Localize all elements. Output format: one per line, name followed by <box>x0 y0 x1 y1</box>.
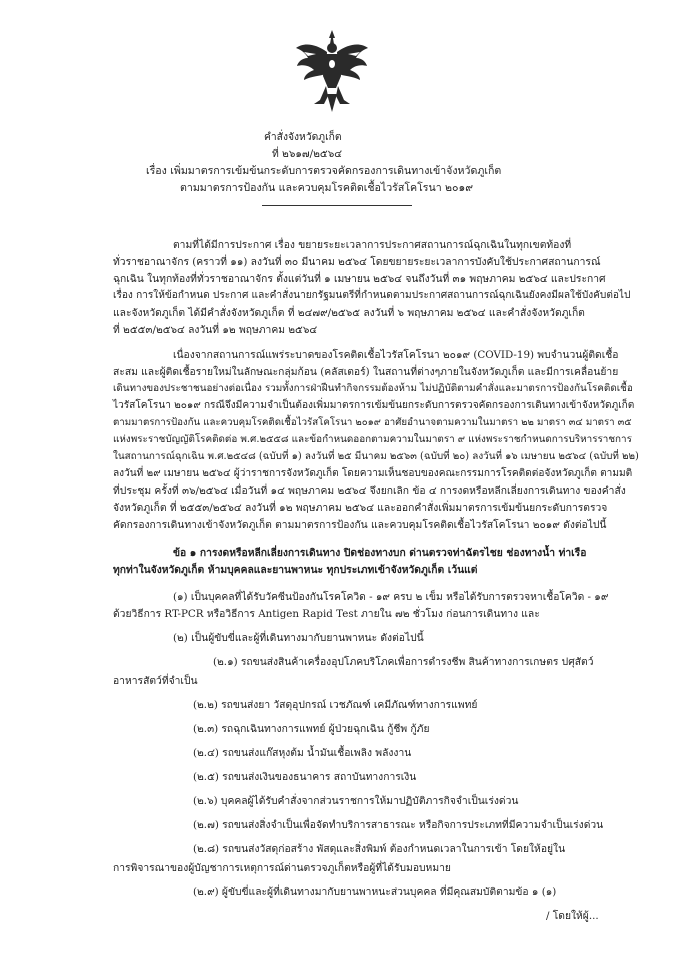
paragraph-2-line: ในสถานการณ์ฉุกเฉิน พ.ศ.๒๕๔๘ (ฉบับที่ ๑) ลงวันที่ ๒๕ มีนาคม ๒๕๖๓ (ฉบับที่ ๒๐) ลงวันที่ ๑๖ เมษายน ๒๕๖๔ (ฉบับที่ ๒๒) <box>113 451 639 462</box>
paragraph-2-line: ตามมาตรการป้องกัน และควบคุมโรคติดเชื้อไวรัสโคโรนา ๒๐๑๙ อาศัยอำนาจตามความในมาตรา ๒๒ มาตรา ๓๔ มาตรา ๓๕ <box>113 417 632 428</box>
subitem-2-8: (๒.๘) รถขนส่งวัสดุก่อสร้าง พัสดุและสิ่งพิมพ์ ต้องกำหนดเวลาในการเข้า โดยให้อยู่ใน <box>193 843 566 855</box>
paragraph-2-line: สะสม และผู้ติดเชื้อรายใหม่ในลักษณะกลุ่มก้อน (คลัสเตอร์) ในสถานที่ต่างๆภายในจังหวัดภูเก็ต และมีการเคลื่อนย้าย <box>113 366 619 378</box>
subitem-2-9: (๒.๙) ผู้ขับขี่และผู้ที่เดินทางมากับยานพาหนะส่วนบุคคล ที่มีคุณสมบัติตามข้อ ๑ (๑) <box>193 886 557 898</box>
paragraph-2-line: คัดกรองการเดินทางเข้าจังหวัดภูเก็ต ตามมาตรการป้องกัน และควบคุมโรคติดเชื้อไวรัสโคโรนา ๒๐๑๙ ดังต่อไปนี้ <box>113 519 607 531</box>
paragraph-1-line: และจังหวัดภูเก็ต ได้มีคำสั่งจังหวัดภูเก็ต ที่ ๒๔๗๙/๒๕๖๕ ลงวันที่ ๖ พฤษภาคม ๒๕๖๔ และคำสั่งจังหวัดภูเก็ต <box>113 307 585 319</box>
paragraph-1-line: ทั่วราชอาณาจักร (คราวที่ ๑๑) ลงวันที่ ๓๐ มีนาคม ๒๕๖๔ โดยขยายระยะเวลาการบังคับใช้ประกาศสถานการณ์ <box>113 256 601 268</box>
item-1-line: ด้วยวิธีการ RT-PCR หรือวิธีการ Antigen Rapid Test ภายใน ๗๒ ชั่วโมง ก่อนการเดินทาง และ <box>113 608 540 620</box>
subitem-2-1-cont: อาหารสัตว์ที่จำเป็น <box>113 675 198 687</box>
subitem-2-5: (๒.๕) รถขนส่งเงินของธนาคาร สถาบันทางการเงิน <box>193 771 417 783</box>
paragraph-1-line: ที่ ๒๕๕๓/๒๕๖๔ ลงวันที่ ๑๒ พฤษภาคม ๒๕๖๔ <box>113 324 318 336</box>
paragraph-2-line: แห่งพระราชบัญญัติโรคติดต่อ พ.ศ.๒๕๕๘ และข้อกำหนดออกตามความในมาตรา ๙ แห่งพระราชกำหนดการบริหารราชการ <box>113 434 632 445</box>
subitem-2-2: (๒.๒) รถขนส่งยา วัสดุอุปกรณ์ เวชภัณฑ์ เคมีภัณฑ์ทางการแพทย์ <box>193 699 478 711</box>
paragraph-1-line: ฉุกเฉิน ในทุกท้องที่ทั่วราชอาณาจักร ตั้งแต่วันที่ ๑ เมษายน ๒๕๖๔ จนถึงวันที่ ๓๑ พฤษภาคม ๒๕๖๔ และประกาศ <box>113 273 606 285</box>
subitem-2-8-cont: การพิจารณาของผู้บัญชาการเหตุการณ์ด่านตรวจภูเก็ตหรือผู้ที่ได้รับมอบหมาย <box>113 862 451 874</box>
paragraph-2-line: ไวรัสโคโรนา ๒๐๑๙ กรณีจึงมีความจำเป็นต้องเพิ่มมาตรการเข้มข้นยกระดับการตรวจคัดกรองการเดินทางเข้าจังหวัดภูเก็ต <box>113 400 635 411</box>
subject-line-2: ตามมาตรการป้องกัน และควบคุมโรคติดเชื้อไวรัสโคโรนา ๒๐๑๙ <box>180 182 473 194</box>
clause-1-line: ทุกท่าในจังหวัดภูเก็ต ห้ามบุคคลและยานพาหนะ ทุกประเภทเข้าจังหวัดภูเก็ต เว้นแต่ <box>113 564 478 576</box>
paragraph-2-line: เนื่องจากสถานการณ์แพร่ระบาดของโรคติดเชื้อไวรัสโคโรนา ๒๐๑๙ (COVID-19) พบจำนวนผู้ติดเชื้อ <box>173 349 619 361</box>
header-divider <box>262 205 412 206</box>
paragraph-2-line: ที่ประชุม ครั้งที่ ๓๖/๒๕๖๔ เมื่อวันที่ ๑๔ พฤษภาคม ๒๕๖๔ จึงยกเลิก ข้อ ๔ การงดหรือหลีกเลี่ยงการเดินทาง ของคำสั่ง <box>113 485 626 497</box>
paragraph-2-line: เดินทางของประชาชนอย่างต่อเนื่อง รวมทั้งการฝ่าฝืนทำกิจกรรมต้องห้าม ไม่ปฏิบัติตามคำสั่งและมาตรการป้องกันโรคติดเชื้อ <box>113 383 633 394</box>
document-title: คำสั่งจังหวัดภูเก็ต <box>264 131 342 143</box>
paragraph-2-line: จังหวัดภูเก็ต ที่ ๒๕๕๓/๒๕๖๔ ลงวันที่ ๑๒ พฤษภาคม ๒๕๖๔ และออกคำสั่งเพิ่มมาตรการเข้มข้นยกระดับการตรวจ <box>113 502 608 514</box>
clause-1-line: ข้อ ๑ การงดหรือหลีกเลี่ยงการเดินทาง ปิดช่องทางบก ด่านตรวจท่าฉัตรไชย ช่องทางน้ำ ท่าเรือ <box>173 547 587 559</box>
subitem-2-1: (๒.๑) รถขนส่งสินค้าเครื่องอุปโภคบริโภคเพื่อการดำรงชีพ สินค้าทางการเกษตร ปศุสัตว์ <box>213 656 594 668</box>
paragraph-2-line: ลงวันที่ ๒๙ เมษายน ๒๕๖๔ ผู้ว่าราชการจังหวัดภูเก็ต โดยความเห็นชอบของคณะกรรมการโรคติดต่อจังหวัดภูเก็ต ตามมติ <box>113 468 633 479</box>
subject-line-1: เรื่อง เพิ่มมาตรการเข้มข้นกระดับการตรวจคัดกรองการเดินทางเข้าจังหวัดภูเก็ต <box>146 165 502 177</box>
garuda-emblem-icon <box>294 28 370 114</box>
paragraph-1-line: ตามที่ได้มีการประกาศ เรื่อง ขยายระยะเวลาการประกาศสถานการณ์ฉุกเฉินในทุกเขตท้องที่ <box>173 239 572 251</box>
document-number: ที่ ๒๖๑๗/๒๕๖๔ <box>272 148 343 160</box>
subitem-2-3: (๒.๓) รถฉุกเฉินทางการแพทย์ ผู้ป่วยฉุกเฉิน กู้ชีพ กู้ภัย <box>193 723 430 735</box>
item-2-line: (๒) เป็นผู้ขับขี่และผู้ที่เดินทางมากับยานพาหนะ ดังต่อไปนี้ <box>173 632 424 644</box>
paragraph-1-line: เรื่อง การให้ข้อกำหนด ประกาศ และคำสั่งนายกรัฐมนตรีที่กำหนดตามประกาศสถานการณ์ฉุกเฉินยังคงมีผลใช้บังคับต่อไป <box>113 290 631 301</box>
continuation-marker: / โดยให้ผู้... <box>546 910 599 922</box>
subitem-2-6: (๒.๖) บุคคลผู้ได้รับคำสั่งจากส่วนราชการให้มาปฏิบัติภารกิจจำเป็นเร่งด่วน <box>193 795 519 807</box>
subitem-2-4: (๒.๔) รถขนส่งแก๊สหุงต้ม น้ำมันเชื้อเพลิง พลังงาน <box>193 747 412 759</box>
item-1-line: (๑) เป็นบุคคลที่ได้รับวัคซีนป้องกันโรคโควิด - ๑๙ ครบ ๒ เข็ม หรือได้รับการตรวจหาเชื้อโควิด - ๑๙ <box>173 591 609 603</box>
subitem-2-7: (๒.๗) รถขนส่งสิ่งจำเป็นเพื่อจัดทำบริการสาธารณะ หรือกิจการประเภทที่มีความจำเป็นเร่งด่วน <box>193 819 604 831</box>
